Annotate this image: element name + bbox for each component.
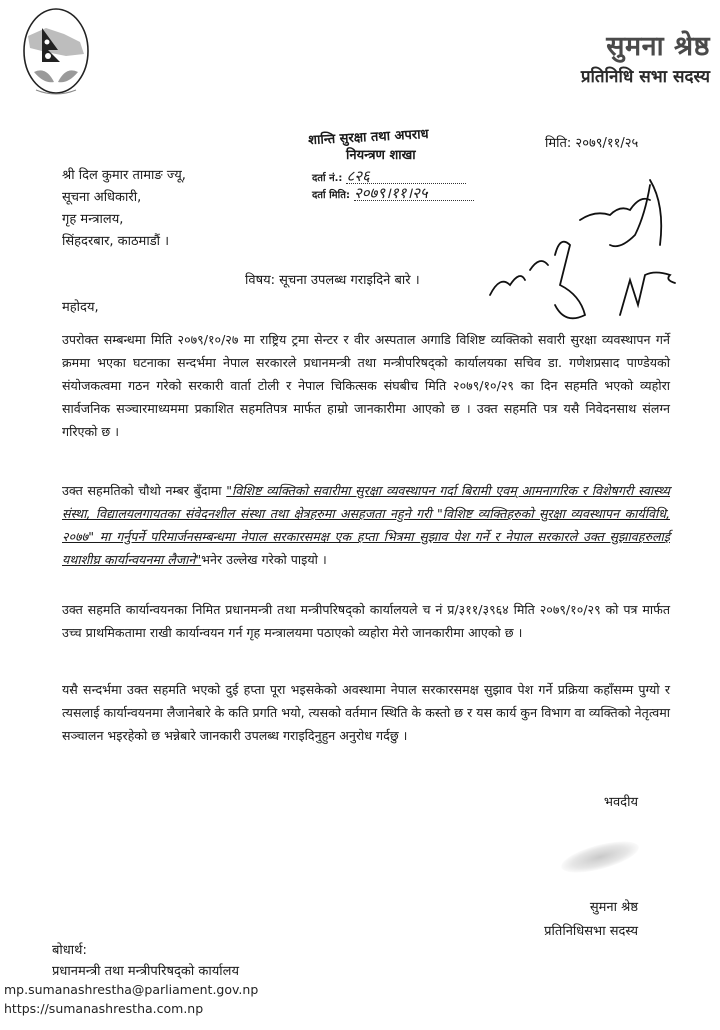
cc-recipient: प्रधानमन्त्री तथा मन्त्रीपरिषद्को कार्यालय xyxy=(52,964,239,979)
reg-date-label: दर्ता मिति: xyxy=(312,190,350,201)
redacted-signature xyxy=(558,835,641,879)
body-paragraph-3: उक्त सहमति कार्यान्वयनका निमित प्रधानमन्त्री तथा मन्त्रीपरिषद्को कार्यालयले च नं प्र/३११/३९६४ मिति २०७९/१०/२९ को पत्र मार्फत उच्च प्राथमिकतामा राखी कार्यान्वयन गर्न गृह मन्त्रालयमा पठाएको व्यहोरा मेरो जानकारीमा आएको छ । xyxy=(62,602,670,640)
footer-website-link[interactable]: https://sumanashrestha.com.np xyxy=(4,1001,204,1016)
agreement-quote: "विशिष्ट व्यक्तिको सवारीमा सुरक्षा व्यवस्थापन गर्दा बिरामी एवम् आमनागरिक र विशेषगरी स्वास्थ्य संस्था, विद्यालयलगायतका संवेदनशील संस्था तथा क्षेत्रहरुमा असहजता नहुने गरी "विशिष्ट व्यक्तिहरुको सुरक्षा व्यवस्थापन कार्यविधि, २०७७" मा गर्नुपर्ने परिमार्जनसम्बन्धमा नेपाल सरकारसमक्ष एक हप्ता भित्रमा सुझाव पेश गर्ने र नेपाल सरकारले उक्त सुझावहरुलाई यथाशीघ्र कार्यान्वयनमा लैजाने" xyxy=(62,483,670,567)
stamp-line-2: नियन्त्रण शाखा xyxy=(346,148,416,163)
subject-line: विषय: सूचना उपलब्ध गराइदिने बारे । xyxy=(245,273,420,288)
paragraph-2-outro: भनेर उल्लेख गरेको पाइयो । xyxy=(201,552,327,567)
reg-number-value: ८२६ xyxy=(346,169,466,184)
handwritten-annotation-icon xyxy=(470,175,700,335)
signatory-name: सुमना श्रेष्ठ xyxy=(589,900,638,915)
signatory-title: प्रतिनिधिसभा सदस्य xyxy=(544,924,638,939)
closing: भवदीय xyxy=(603,795,638,810)
paragraph-2-intro: उक्त सहमतिको चौथो नम्बर बुँदामा xyxy=(62,483,227,498)
addressee-block xyxy=(62,165,186,253)
addressee-name: श्री दिल कुमार तामाङ ज्यू, xyxy=(62,168,186,183)
addressee-position: सूचना अधिकारी, xyxy=(62,190,142,205)
body-paragraph-2 xyxy=(62,479,670,571)
body-paragraph-1: उपरोक्त सम्बन्धमा मिति २०७९/१०/२७ मा राष्ट्रिय ट्रमा सेन्टर र वीर अस्पताल अगाडि विशिष्ट व्यक्तिको सवारी सुरक्षा व्यवस्थापन गर्ने क्रममा भएका घटनाका सन्दर्भमा नेपाल सरकारले प्रधानमन्त्री तथा मन्त्रीपरिषद्को कार्यालयका सचिव डा. गणेशप्रसाद पाण्डेयको संयोजकत्वमा गठन गरेको सरकारी वार्ता टोली र नेपाल चिकित्सक संघबीच मिति २०७९/१०/२९ का दिन सहमति भएको व्यहोरा सार्वजनिक सञ्चारमाध्यममा प्रकाशित सहमतिपत्र मार्फत हाम्रो जानकारीमा आएको छ । उक्त सहमति पत्र यसै निवेदनसाथ संलग्न गरिएको छ । xyxy=(62,332,670,439)
reg-number-label: दर्ता नं.: xyxy=(312,173,343,184)
letter-date: मिति: २०७९/११/२५ xyxy=(545,136,639,151)
reg-date-value: २०७९।११।२५ xyxy=(354,186,474,201)
body-paragraph-4: यसै सन्दर्भमा उक्त सहमति भएको दुई हप्ता पूरा भइसकेको अवस्थामा नेपाल सरकारसमक्ष सुझाव पेश गर्ने प्रक्रिया कहाँसम्म पुग्यो र त्यसलाई कार्यान्वयनमा लैजानेबारे के कति प्रगति भयो, त्यसको वर्तमान स्थिति के कस्तो छ र यस कार्य कुन विभाग वा व्यक्तिको नेतृत्वमा सञ्चालन भइरहेको छ भन्नेबारे जानकारी उपलब्ध गराइदिनुहुन अनुरोध गर्दछु । xyxy=(62,682,670,743)
stamp-line-1: शान्ति सुरक्षा तथा अपराध xyxy=(307,126,429,149)
letterhead-name: सुमना श्रेष्ठ xyxy=(606,31,710,62)
addressee-ministry: गृह मन्त्रालय, xyxy=(62,212,124,227)
cc-label: बोधार्थ: xyxy=(52,943,87,958)
emblem-logo-icon xyxy=(6,6,106,106)
letterhead-title: प्रतिनिधि सभा सदस्य xyxy=(580,67,710,87)
salutation: महोदय, xyxy=(62,300,99,315)
addressee-location: सिंहदरबार, काठमाडौं । xyxy=(62,234,170,249)
footer-email-link[interactable]: mp.sumanashrestha@parliament.gov.np xyxy=(4,982,259,997)
